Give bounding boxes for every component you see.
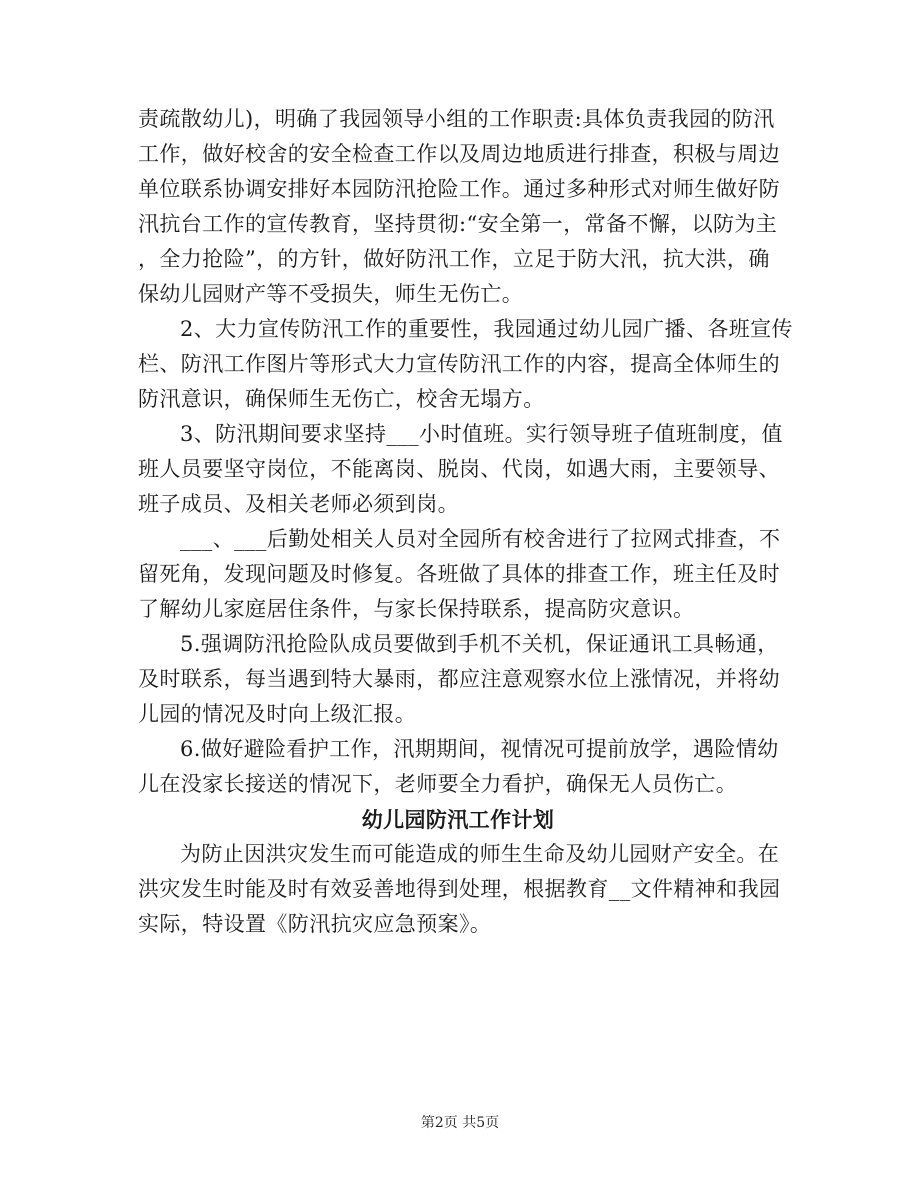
text-line: 保幼儿园财产等不受损失，师生无伤亡。 bbox=[138, 282, 524, 306]
text-line: 栏、防汛工作图片等形式大力宣传防汛工作的内容，提高全体师生的 bbox=[138, 352, 780, 376]
text-line: 责疏散幼儿)，明确了我园领导小组的工作职责:具体负责我园的防汛 bbox=[138, 107, 775, 131]
text-line: 洪灾发生时能及时有效妥善地得到处理，根据教育__文件精神和我园 bbox=[138, 877, 781, 901]
text-line: 了解幼儿家庭居住条件，与家长保持联系，提高防灾意识。 bbox=[138, 597, 695, 621]
paragraph-item-6 bbox=[138, 732, 778, 802]
text-line: 2、大力宣传防汛工作的重要性，我园通过幼儿园广播、各班宣传 bbox=[180, 317, 793, 341]
text-line: 为防止因洪灾发生而可能造成的师生生命及幼儿园财产安全。在 bbox=[180, 842, 780, 866]
text-line: ___、___后勤处相关人员对全园所有校舍进行了拉网式排查，不 bbox=[180, 527, 781, 551]
text-line: 班人员要坚守岗位，不能离岗、脱岗、代岗，如遇大雨，主要领导、 bbox=[138, 457, 780, 481]
paragraph-responsibilities bbox=[138, 102, 778, 312]
text-line: 留死角，发现问题及时修复。各班做了具体的排查工作，班主任及时 bbox=[138, 562, 780, 586]
text-line: 5.强调防汛抢险队成员要做到手机不关机，保证通讯工具畅通， bbox=[180, 632, 779, 656]
page-number: 第2页 共5页 bbox=[420, 1115, 500, 1131]
text-line: 工作，做好校舍的安全检查工作以及周边地质进行排查，积极与周边 bbox=[138, 142, 780, 166]
text-line: 6.做好避险看护工作，汛期期间，视情况可提前放学，遇险情幼 bbox=[180, 737, 779, 761]
text-line: 汛抗台工作的宣传教育，坚持贯彻:“安全第一，常备不懈，以防为主 bbox=[138, 212, 778, 236]
text-line: 班子成员、及相关老师必须到岗。 bbox=[138, 492, 459, 516]
paragraph-item-4 bbox=[138, 522, 781, 627]
paragraph-item-5 bbox=[138, 627, 778, 732]
text-line: ，全力抢险”，的方针，做好防汛工作，立足于防大汛，抗大洪，确 bbox=[138, 247, 770, 271]
document-body bbox=[138, 102, 793, 942]
text-line: 防汛意识，确保师生无伤亡，校舍无塌方。 bbox=[138, 387, 545, 411]
paragraph-item-2 bbox=[138, 312, 793, 417]
text-line: 儿园的情况及时向上级汇报。 bbox=[138, 702, 417, 726]
paragraph-item-3 bbox=[138, 417, 783, 522]
text-line: 实际，特设置《防汛抗灾应急预案》。 bbox=[138, 912, 492, 936]
section-title: 幼儿园防汛工作计划 bbox=[361, 807, 555, 832]
text-line: 及时联系，每当遇到特大暴雨，都应注意观察水位上涨情况，并将幼 bbox=[138, 667, 780, 691]
text-line: 单位联系协调安排好本园防汛抢险工作。通过多种形式对师生做好防 bbox=[138, 177, 780, 201]
paragraph-section-intro bbox=[138, 837, 781, 942]
text-line: 3、防汛期间要求坚持___小时值班。实行领导班子值班制度，值 bbox=[180, 422, 783, 446]
text-line: 儿在没家长接送的情况下，老师要全力看护，确保无人员伤亡。 bbox=[138, 772, 738, 796]
